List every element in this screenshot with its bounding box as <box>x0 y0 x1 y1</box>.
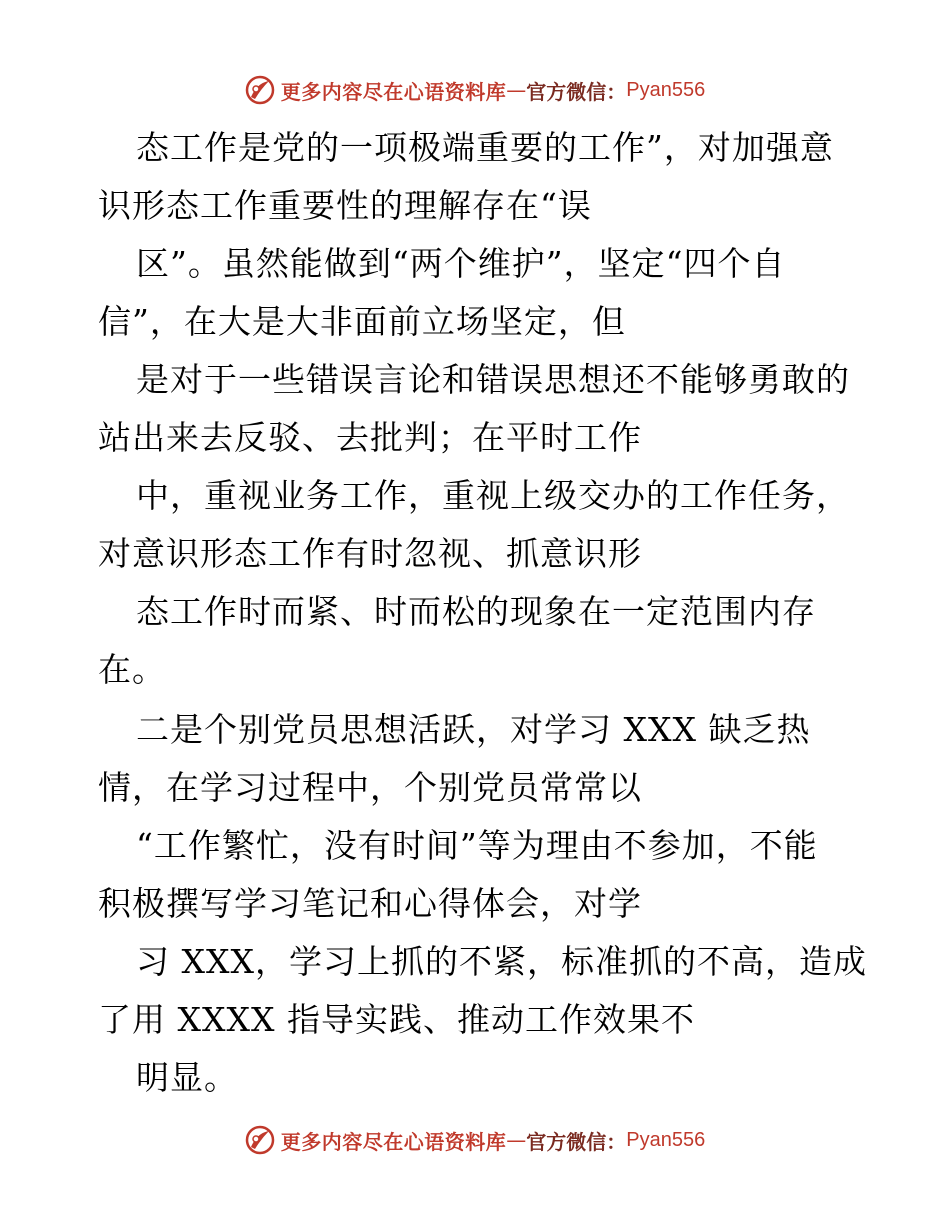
text-line: 区”。虽然能做到“两个维护”，坚定“四个自 <box>136 244 786 283</box>
header-site-text: 更多内容尽在心语资料库 <box>280 79 507 104</box>
text-line: 中，重视业务工作，重视上级交办的工作任务， <box>136 476 850 515</box>
text-line: 明显。 <box>136 1058 238 1097</box>
header-wechat-label: 官方微信： <box>526 79 627 104</box>
text-line: 态工作是党的一项极端重要的工作”，对加强意 <box>136 128 834 167</box>
text-line: 积极撰写学习笔记和心得体会，对学 <box>98 884 642 923</box>
text-line: 是对于一些错误言论和错误思想还不能够勇敢的 <box>136 360 850 399</box>
text-line: 站出来去反驳、去批判；在平时工作 <box>98 418 642 457</box>
header-wechat-id: Pyan556 <box>626 78 706 101</box>
text-line: 习 XXX，学习上抓的不紧，标准抓的不高，造成 <box>136 942 867 981</box>
footer-wechat-id: Pyan556 <box>626 1128 706 1151</box>
text-line: 识形态工作重要性的理解存在“误 <box>98 186 592 225</box>
text-line: 情，在学习过程中，个别党员常常以 <box>98 768 642 807</box>
text-line: 对意识形态工作有时忽视、抓意识形 <box>98 534 642 573</box>
footer-separator: — <box>506 1128 527 1152</box>
footer-site-text: 更多内容尽在心语资料库 <box>280 1129 507 1154</box>
text-line: 了用 XXXX 指导实践、推动工作效果不 <box>98 1000 695 1039</box>
brand-logo-icon <box>245 1125 275 1155</box>
text-line: 在。 <box>98 650 166 689</box>
footer-banner <box>0 1120 950 1160</box>
header-separator: — <box>506 78 527 102</box>
text-line: 态工作时而紧、时而松的现象在一定范围内存 <box>136 592 816 631</box>
text-line: 信”，在大是大非面前立场坚定，但 <box>98 302 626 341</box>
footer-wechat-label: 官方微信： <box>526 1129 627 1154</box>
text-line: “工作繁忙，没有时间”等为理由不参加，不能 <box>136 826 818 865</box>
text-line: 二是个别党员思想活跃，对学习 XXX 缺乏热 <box>136 710 811 749</box>
